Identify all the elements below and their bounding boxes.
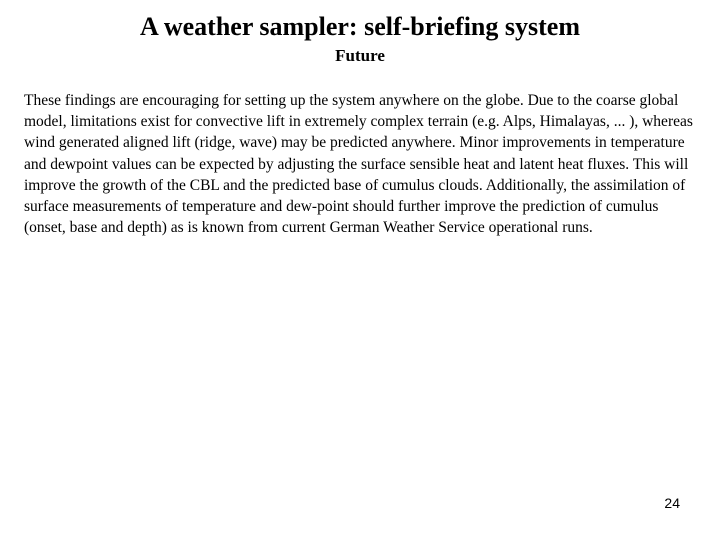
- page-number: 24: [664, 495, 680, 511]
- body-paragraph: These findings are encouraging for setting up the system anywhere on the globe. Due to the coarse global model, limitations exist for convective lift in extremely complex terrain (e.g. Alps, Himalayas, ... ), whereas wind generated aligned lift (ridge, wave) may be predicted anywhere. Minor improvements in temperature and dewpoint values can be expected by adjusting the surface sensible heat and latent heat fluxes. This will improve the growth of the CBL and the predicted base of cumulus clouds. Additionally, the assimilation of surface measurements of temperature and dew-point should further improve the prediction of cumulus (onset, base and depth) as is known from current German Weather Service operational runs.: [24, 92, 693, 237]
- slide-subtitle: Future: [335, 46, 385, 65]
- slide-title: A weather sampler: self-briefing system: [140, 12, 580, 41]
